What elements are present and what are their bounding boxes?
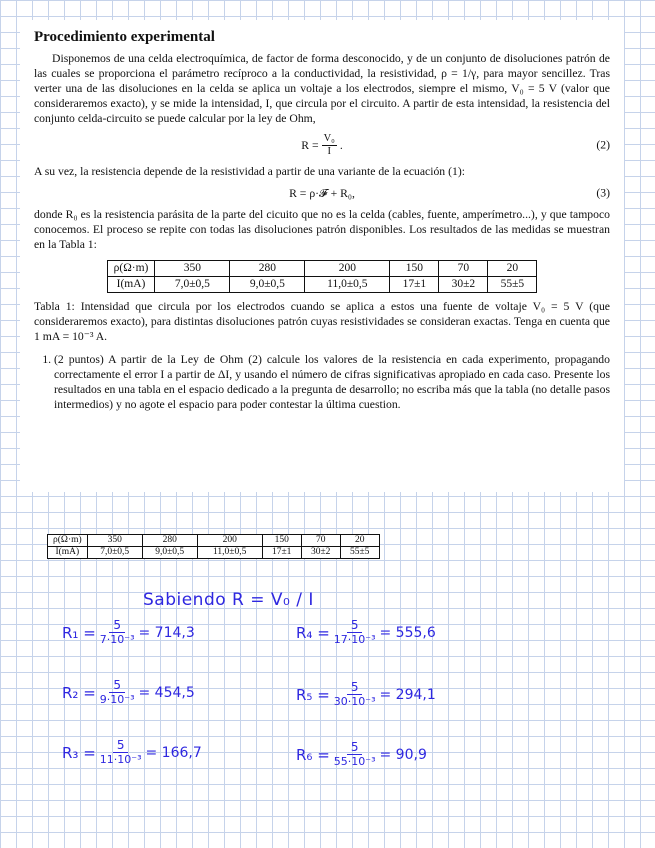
handwritten-equation-r2 [62,678,195,707]
hand-denominator: 17·10⁻³ [333,633,376,646]
hand-denominator: 7·10⁻³ [99,633,135,646]
section-title: Procedimiento experimental [34,29,215,45]
eq2-tail: . [339,138,343,152]
hand-fraction [100,678,135,707]
table-cell: 280 [230,261,305,277]
hand-denominator: 11·10⁻³ [99,753,142,766]
handwritten-equation-r1 [62,618,195,647]
hand-result: = 454,5 [138,684,195,701]
table-row [107,277,537,293]
table-cell: 17±1 [390,277,439,293]
hand-result: = 90,9 [379,746,427,763]
hand-numerator: 5 [347,680,363,695]
paragraph-resistivity: A su vez, la resistencia depende de la resistividad a partir de una variante de la ecuación (1): [34,165,465,178]
hand-lhs: R₅ = [296,685,330,704]
hand-result: = 555,6 [379,624,436,641]
eq2-lhs: R = [301,138,319,152]
equation-3 [34,184,610,202]
hand-lhs: R₁ = [62,623,96,642]
eq3-expr: R = ρ·𝓕 + R₀, [289,186,355,200]
hand-result: = 714,3 [138,624,195,641]
table-cell: 20 [488,261,537,277]
hand-fraction [100,738,142,767]
table-cell: 70 [301,535,340,547]
handwritten-title: Sabiendo R = V₀ / I [143,590,314,610]
table-cell: 7,0±0,5 [87,547,142,559]
hand-denominator: 9·10⁻³ [99,693,135,706]
hand-numerator: 5 [347,618,363,633]
hand-fraction [334,740,376,769]
eq2-fraction [322,133,337,158]
question-1: 1. (2 puntos) A partir de la Ley de Ohm (2) calcule los valores de la resistencia en cada experimento, propagando correctamente el error I a partir de ΔI, y usando el número de cifras significativas apropiado en cada caso. Presente los resultados en una tabla en el espacio dedicado a la pregunta de desarrollo; no escriba más que la tabla (no detalle pasos intermedios) y no agote el espacio para poder contestar la última cuestion. [54,352,610,412]
table-cell: 280 [142,535,197,547]
hand-lhs: R₃ = [62,743,96,762]
exam-sheet [20,20,624,492]
table-row [107,261,537,277]
table-cell: ρ(Ω·m) [107,261,155,277]
table-cell: I(mA) [107,277,155,293]
handwritten-equation-r4 [296,618,436,647]
hand-fraction [334,680,376,709]
hand-denominator: 55·10⁻³ [333,755,376,768]
table-cell: 7,0±0,5 [155,277,230,293]
table-cell: 30±2 [439,277,488,293]
paragraph-intro: Disponemos de una celda electroquímica, de factor de forma desconocido, y de un conjunto de disoluciones patrón de las cuales se proporciona el parámetro recíproco a la conductividad, la resistividad, ρ = 1/γ, para mayor sencillez. Tras verter una de las disoluciones en la celda se aplica un voltaje a los electrodos, siempre el mismo, V₀ = 5 V (valor que consideraremos exacto), y se mide la intensidad, I, que circula por el circuito. A partir de esta intensidad, la resistencia del conjunto celda-circuito se puede calcular por la ley de Ohm, [34,52,610,125]
hand-lhs: R₆ = [296,745,330,764]
eq3-number: (3) [596,186,610,200]
table-cell: 55±5 [488,277,537,293]
table-row [48,547,380,559]
table-cell: 350 [155,261,230,277]
table-cell: 70 [439,261,488,277]
table-cell: 150 [262,535,301,547]
table-cell: 150 [390,261,439,277]
table-cell: 30±2 [301,547,340,559]
table-cell: I(mA) [48,547,88,559]
question-list [34,352,610,412]
hand-numerator: 5 [113,738,129,753]
table-cell: 17±1 [262,547,301,559]
equation-2 [34,131,610,159]
table-cell: 20 [340,535,379,547]
table-cell: 11,0±0,5 [305,277,390,293]
table-cell: 11,0±0,5 [197,547,262,559]
hand-numerator: 5 [109,678,125,693]
hand-lhs: R₂ = [62,683,96,702]
table-cell: 55±5 [340,547,379,559]
hand-numerator: 5 [109,618,125,633]
handwritten-equation-r6 [296,740,427,769]
hand-result: = 294,1 [379,686,436,703]
handwritten-equation-r3 [62,738,202,767]
data-table [107,260,538,293]
eq2-denominator: I [327,145,331,157]
table-cell: 9,0±0,5 [142,547,197,559]
hand-fraction [334,618,376,647]
pasted-table [47,534,380,559]
table-cell: ρ(Ω·m) [48,535,88,547]
eq2-number: (2) [596,138,610,152]
table-cell: 200 [197,535,262,547]
handwritten-equation-r5 [296,680,436,709]
hand-numerator: 5 [347,740,363,755]
table-row [48,535,380,547]
hand-lhs: R₄ = [296,623,330,642]
hand-denominator: 30·10⁻³ [333,695,376,708]
table-cell: 9,0±0,5 [230,277,305,293]
paragraph-parasitic: donde R₀ es la resistencia parásita de la parte del cicuito que no es la celda (cables, fuente, amperímetro...), y que tampoco conocemos. El proceso se repite con todas las disoluciones patrón disponibles. Los resultados de las medidas se muestran en la Tabla 1: [34,208,610,251]
table-cell: 200 [305,261,390,277]
hand-fraction [100,618,135,647]
hand-result: = 166,7 [145,744,202,761]
table-caption: Tabla 1: Intensidad que circula por los electrodos cuando se aplica a estos una fuente de voltaje V₀ = 5 V (que consideraremos exacto), para distintas disoluciones patrón cuyas resistividades se consideran exactas. Tenga en cuenta que 1 mA = 10⁻³ A. [34,300,610,343]
eq2-numerator: V₀ [323,132,335,144]
table-cell: 350 [87,535,142,547]
